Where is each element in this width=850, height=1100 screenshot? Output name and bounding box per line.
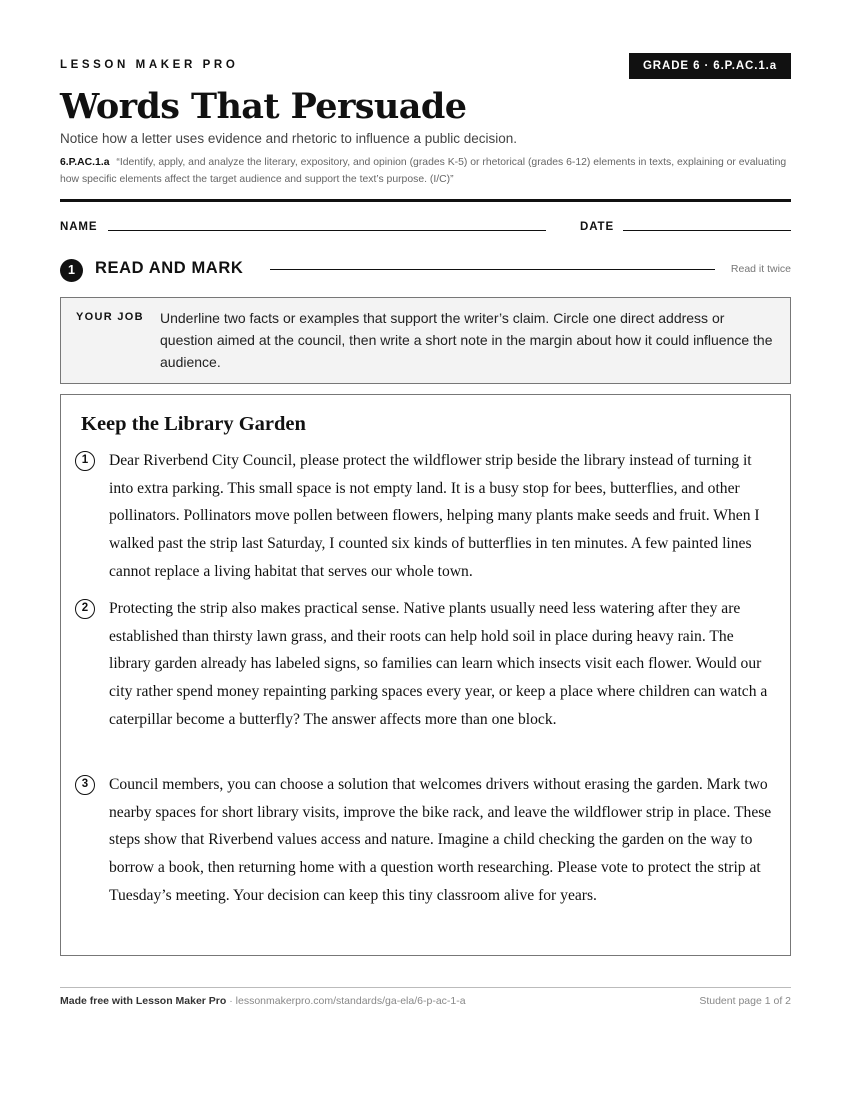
footer-page-number: Student page 1 of 2 (699, 995, 791, 1007)
paragraph-text: Council members, you can choose a solution that welcomes drivers without erasing the garden. Mark two nearby spaces for short library visits, improve the bike rack, and leave the wildflower strip in place. These steps show that Riverbend values access and nature. Imagine a child checking the garden on the way to borrow a book, then returning home with a question worth researching. Please vote to protect the strip at Tuesday’s meeting. Your decision can keep this tiny classroom alive for years. (109, 776, 772, 904)
standard-description (60, 155, 791, 188)
brand-name: LESSON MAKER PRO (60, 59, 239, 71)
your-job-box (60, 297, 791, 384)
page-subtitle: Notice how a letter uses evidence and rhetoric to influence a public decision. (60, 131, 518, 146)
footer-divider (60, 987, 791, 988)
your-job-label: YOUR JOB (76, 311, 144, 323)
header-divider (60, 199, 791, 202)
your-job-text: Underline two facts or examples that support the writer’s claim. Circle one direct address or question aimed at the council, then write a short note in the margin about how it could influence the audience. (160, 310, 773, 370)
grade-badge: GRADE 6 · 6.P.AC.1.a (629, 53, 791, 79)
section-title: READ AND MARK (95, 259, 244, 277)
section-number: 1 (60, 259, 83, 282)
page-title: Words That Persuade (60, 86, 467, 127)
date-field-line[interactable] (623, 230, 791, 231)
paragraph-text: Protecting the strip also makes practical sense. Native plants usually need less watering after they are established than thirsty lawn grass, and their roots can help hold soil in place during heavy rain. The library garden already has labeled signs, so families can learn which insects visit each flower. Would our city rather spend money repainting parking spaces every year, or keep a place where children can watch a caterpillar become a butterfly? The answer affects more than one block. (109, 600, 768, 728)
paragraph-number: 1 (75, 451, 95, 471)
name-label: NAME (60, 221, 98, 233)
passage-title: Keep the Library Garden (81, 413, 306, 435)
passage-box (60, 394, 791, 956)
paragraph-text: Dear Riverbend City Council, please protect the wildflower strip beside the library instead of turning it into extra parking. This small space is not empty land. It is a busy stop for bees, butterflies, and other pollinators. Pollinators move pollen between flowers, helping many plants make seeds and fruit. When I walked past the strip last Saturday, I counted six kinds of butterflies in ten minutes. A few painted lines cannot replace a living habitat that serves our whole town. (109, 452, 760, 580)
footer-made-with: Made free with Lesson Maker Pro (60, 995, 227, 1007)
standard-code: 6.P.AC.1.a (60, 157, 110, 168)
footer-credit (60, 995, 466, 1007)
section-note: Read it twice (730, 263, 791, 275)
paragraph-number: 2 (75, 599, 95, 619)
standard-text: “Identify, apply, and analyze the literary, expository, and opinion (grades K-5) or rhetorical (grades 6-12) elements in texts, explaining or evaluating how specific elements affect the target audience and support the text’s purpose. (I/C)” (60, 157, 787, 185)
footer-url[interactable]: · lessonmakerpro.com/standards/ga-ela/6-p-ac-1-a (226, 995, 466, 1007)
paragraph-number: 3 (75, 775, 95, 795)
section-divider (270, 269, 715, 270)
date-label: DATE (580, 221, 615, 233)
name-field-line[interactable] (108, 230, 546, 231)
